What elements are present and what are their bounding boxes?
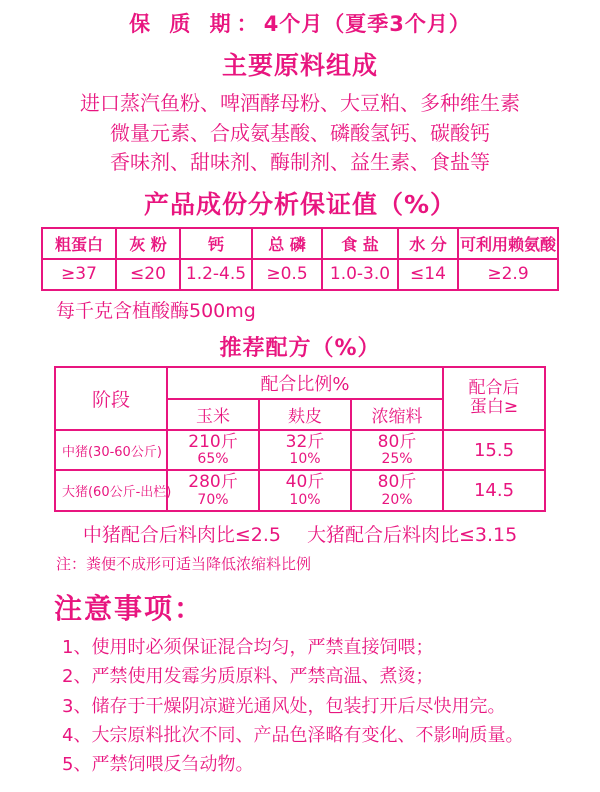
analysis-header-cell: 总 磷 (252, 228, 322, 259)
formula-row-concentrate (351, 430, 443, 471)
concentrate-amount: 80斤 (377, 472, 417, 493)
enzyme-note: 每千克含植酸酶500mg (56, 299, 256, 322)
formula-header-protein (443, 367, 545, 430)
list-item: 5、严禁饲喂反刍动物。 (62, 753, 254, 775)
analysis-header-cell: 粗蛋白 (42, 228, 116, 259)
feed-ratio-large: 大猪配合后料肉比≤3.15 (306, 524, 518, 547)
analysis-value-cell: 1.0-3.0 (322, 259, 398, 290)
ingredients-line-1: 进口蒸汽鱼粉、啤酒酵母粉、大豆粕、多种维生素 (80, 91, 520, 115)
formula-subheader-bran: 麸皮 (259, 399, 351, 430)
formula-row-protein: 14.5 (443, 470, 545, 511)
ingredients-title: 主要原料组成 (221, 51, 378, 80)
formula-header-stage: 阶段 (55, 367, 167, 430)
analysis-value-cell: ≥37 (42, 259, 116, 290)
formula-header-protein-line2: 蛋白≥ (469, 397, 519, 418)
formula-header-protein-line1: 配合后 (468, 378, 520, 399)
concentrate-amount: 80斤 (377, 431, 417, 452)
table-row (55, 367, 545, 399)
bran-percent: 10% (289, 491, 321, 508)
analysis-value-cell: ≥2.9 (458, 259, 558, 290)
formula-row-bran (259, 470, 351, 511)
formula-header-ratio-group: 配合比例% (167, 367, 443, 399)
analysis-header-cell: 钙 (180, 228, 252, 259)
analysis-value-cell: ≤20 (116, 259, 180, 290)
analysis-title: 产品成份分析保证值（%） (143, 189, 457, 219)
corn-amount: 280斤 (188, 472, 238, 493)
analysis-value-cell: ≤14 (398, 259, 458, 290)
shelf-life-label: 保 质 期： (129, 12, 264, 36)
ingredients-line-2: 微量元素、合成氨基酸、磷酸氢钙、碳酸钙 (110, 120, 490, 145)
formula-subheader-corn: 玉米 (167, 399, 259, 430)
shelf-life-value: 4个月（夏季3个月） (263, 12, 471, 36)
bran-amount: 32斤 (285, 431, 325, 452)
corn-amount: 210斤 (188, 431, 238, 452)
bran-percent: 10% (289, 450, 321, 467)
feed-ratio-line (22, 520, 578, 547)
concentrate-percent: 25% (381, 450, 413, 467)
table-row (42, 259, 558, 290)
formula-title: 推荐配方（%） (219, 335, 381, 361)
formula-row-corn (167, 430, 259, 471)
formula-table (54, 366, 546, 512)
table-row (42, 228, 558, 259)
formula-row-concentrate (351, 470, 443, 511)
corn-percent: 70% (197, 491, 229, 508)
concentrate-percent: 20% (381, 491, 413, 508)
list-item: 4、大宗原料批次不同、产品色泽略有变化、不影响质量。 (62, 724, 524, 746)
analysis-value-cell: ≥0.5 (252, 259, 322, 290)
formula-row-corn (167, 470, 259, 511)
corn-percent: 65% (197, 450, 229, 467)
bran-amount: 40斤 (285, 472, 325, 493)
list-item: 1、使用时必须保证混合均匀，严禁直接饲喂； (62, 637, 434, 659)
ingredients-line-3: 香味剂、甜味剂、酶制剂、益生素、食盐等 (110, 150, 490, 175)
table-row (55, 430, 545, 471)
formula-row-stage: 大猪(60公斤-出栏) (55, 470, 167, 511)
analysis-header-cell: 可利用赖氨酸 (458, 228, 558, 259)
notice-list (22, 633, 578, 779)
formula-row-protein: 15.5 (443, 430, 545, 471)
table-row (55, 470, 545, 511)
list-item: 3、储存于干燥阴凉避光通风处，包装打开后尽快用完。 (62, 695, 506, 717)
analysis-table (41, 227, 559, 291)
analysis-header-cell: 水 分 (398, 228, 458, 259)
analysis-header-cell: 食 盐 (322, 228, 398, 259)
formula-row-bran (259, 430, 351, 471)
analysis-header-cell: 灰 粉 (116, 228, 180, 259)
shelf-life-line (22, 0, 578, 38)
analysis-value-cell: 1.2-4.5 (180, 259, 252, 290)
notice-title: 注意事项： (54, 592, 205, 626)
formula-subheader-concentrate: 浓缩料 (351, 399, 443, 430)
feed-ratio-medium: 中猪配合后料肉比≤2.5 (82, 524, 281, 547)
formula-row-stage: 中猪(30-60公斤) (55, 430, 167, 471)
manure-note: 注：粪便不成形可适当降低浓缩料比例 (56, 555, 312, 574)
list-item: 2、严禁使用发霉劣质原料、严禁高温、煮烫； (62, 666, 434, 688)
